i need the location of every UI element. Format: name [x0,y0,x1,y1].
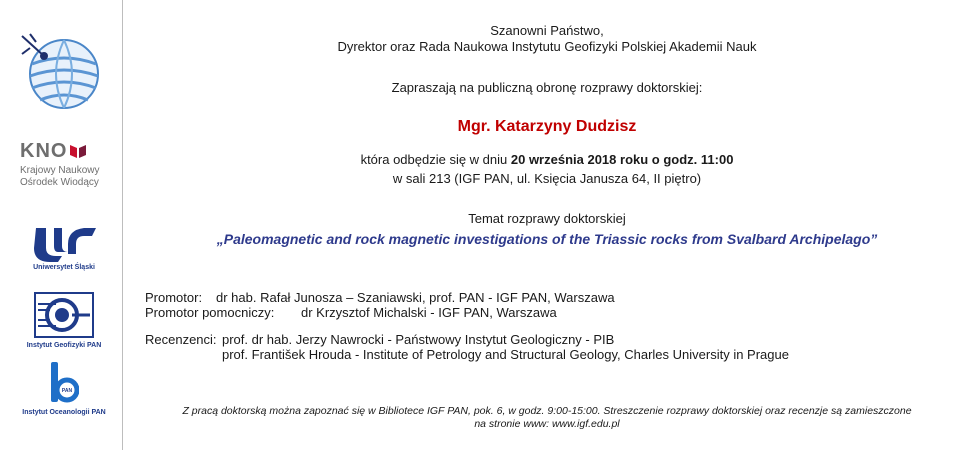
reviewer-1: prof. dr hab. Jerzy Nawrocki - Państwowy Instytut Geologiczny - PIB [222,332,615,347]
footer-note-line-2: na stronie www: www.igf.edu.pl [474,418,620,430]
venue-line: w sali 213 (IGF PAN, ul. Księcia Janusza 64, II piętro) [392,171,702,186]
kno-subtitle: Krajowy Naukowy Ośrodek Wiodący [20,165,100,188]
invitation-body [124,0,970,450]
footer-note-line-1: Z pracą doktorską można zapoznać się w Bibliotece IGF PAN, pok. 6, w godz. 9:00-15:00. Streszczenie rozprawy doktorskiej oraz recenzje są zamieszczone [182,405,912,417]
us-caption: Uniwersytet Śląski [33,264,95,271]
promotor-label: Promotor: [145,290,203,305]
date-time: 20 września 2018 roku o godz. 11:00 [510,152,734,167]
topic-label: Temat rozprawy doktorskiej [468,211,626,226]
greeting: Szanowni Państwo, [490,23,604,38]
iopan-caption: Instytut Oceanologii PAN [22,409,106,416]
igf-caption: Instytut Geofizyki PAN [26,342,102,349]
reviewer-2: prof. František Hrouda - Institute of Petrology and Structural Geology, Charles University in Prague [222,347,789,362]
reviewers-label: Recenzenci: [145,332,217,347]
us-logo [18,224,110,271]
book-icon [69,143,87,159]
globe-logo [18,30,102,114]
iopan-mark: PAN [61,388,73,394]
candidate-name: Mgr. Katarzyny Dudzisz [457,118,637,135]
invitation-line: Zapraszają na publiczną obronę rozprawy doktorskiej: [391,80,703,95]
date-line: która odbędzie się w dniu 20 września 2018 roku o godz. 11:00 [360,152,734,167]
vertical-divider [122,0,123,450]
hosts-line: Dyrektor oraz Rada Naukowa Instytutu Geofizyki Polskiej Akademii Nauk [337,39,757,54]
dissertation-topic: „Paleomagnetic and rock magnetic investigations of the Triassic rocks from Svalbard Archipelago” [216,231,878,247]
iopan-logo [14,362,114,416]
promotor-name: dr hab. Rafał Junosza – Szaniawski, prof. PAN - IGF PAN, Warszawa [216,290,615,305]
assistant-promotor-label: Promotor pomocniczy: [145,305,275,320]
logo-sidebar [0,0,122,450]
assistant-promotor-name: dr Krzysztof Michalski - IGF PAN, Warszawa [301,305,557,320]
kno-wordmark: KNO [20,140,68,162]
kno-logo [20,141,120,189]
igf-logo [14,292,114,349]
